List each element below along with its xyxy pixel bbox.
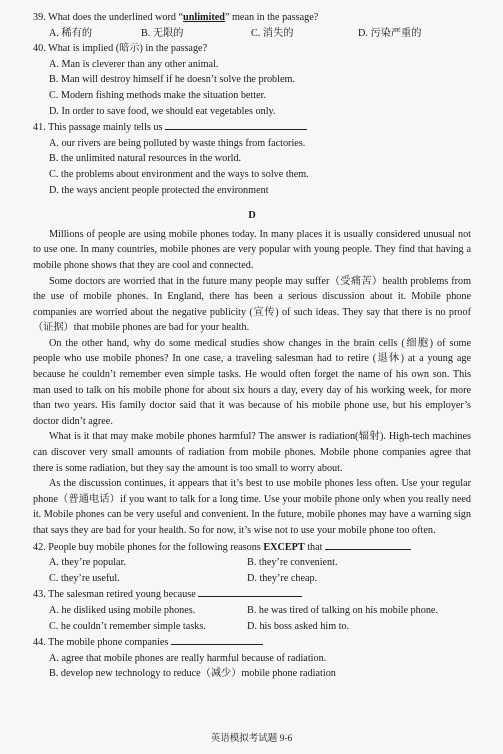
passage <box>33 227 471 539</box>
question-43 <box>33 586 471 634</box>
option-d: D. the ways ancient people protected the environment <box>49 184 269 196</box>
answer-blank <box>325 539 411 550</box>
question-42 <box>33 539 471 587</box>
answer-blank <box>171 634 263 645</box>
section-title: D <box>248 210 256 222</box>
option-d: D. In order to save food, we should eat vegetables only. <box>49 105 276 117</box>
question-44-stem: 44. The mobile phone companies <box>33 634 471 651</box>
exam-page <box>33 10 471 682</box>
option-c: C. the problems about environment and the ways to solve them. <box>49 168 309 180</box>
option-b: B. the unlimited natural resources in the world. <box>49 153 242 165</box>
question-42-options-row1 <box>33 555 471 571</box>
except-emphasis: EXCEPT <box>263 541 305 553</box>
question-39-options <box>33 26 471 42</box>
question-40 <box>33 41 471 119</box>
option-b: B. Man will destroy himself if he doesn’t solve the problem. <box>49 74 295 86</box>
answer-blank <box>165 119 307 130</box>
passage-paragraph: On the other hand, why do some medical studies show changes in the brain cells (细胞) of some people who use mobile phones? In one case, a traveling salesman had to retire (退休) at a young age because he couldn’t remember even simple tasks. He would often forget the name of his own son. This man used to talk on his mobile phone for about six hours a day, every day of his working week, for more than two years. His family doctor said that it was because of his mobile phone use, but his employer’s doctor didn’t agree. <box>33 337 471 427</box>
passage-paragraph: Millions of people are using mobile phones today. In many places it is usually considered unusual not to use one. In many countries, mobile phones are very popular with young people. They find that having a mobile phone shows that they are cool and connected. <box>33 228 471 271</box>
question-39 <box>33 10 471 41</box>
option-c: C. he couldn’t remember simple tasks. <box>49 620 206 632</box>
question-41-stem: 41. This passage mainly tells us <box>33 119 471 136</box>
question-44 <box>33 634 471 682</box>
option-a: A. 稀有的 <box>49 27 93 39</box>
underlined-word: unlimited <box>183 12 225 23</box>
question-42-options-row2 <box>33 571 471 587</box>
option-d: D. 污染严重的 <box>358 27 422 39</box>
option-c: C. they’re useful. <box>49 572 120 584</box>
option-b: B. develop new technology to reduce（减少）mobile phone radiation <box>49 668 336 680</box>
question-42-stem: 42. People buy mobile phones for the following reasons EXCEPT that <box>33 539 471 556</box>
option-b: B. 无限的 <box>141 27 184 39</box>
answer-blank <box>198 586 302 597</box>
option-a: A. he disliked using mobile phones. <box>49 604 196 616</box>
question-41 <box>33 119 471 198</box>
option-c: C. Modern fishing methods make the situation better. <box>49 89 267 101</box>
option-c: C. 消失的 <box>251 27 294 39</box>
option-b: B. they’re convenient. <box>247 557 338 569</box>
question-40-stem: 40. What is implied (暗示) in the passage? <box>33 43 208 55</box>
option-d: D. they’re cheap. <box>247 572 318 584</box>
question-43-options-row2 <box>33 619 471 635</box>
passage-paragraph: Some doctors are worried that in the future many people may suffer（受痛苦）health problems from the use of mobile phones. In England, there has been a serious discussion about it. Mobile phone companies are worried about the negative publicity (宣传) of such ideas. They say that there is no proof（证据）that mobile phones are bad for your health. <box>33 275 471 334</box>
question-39-stem: 39. What does the underlined word “unlimited” mean in the passage? <box>33 12 319 23</box>
passage-paragraph: As the discussion continues, it appears that it’s best to use mobile phones less often. Use your regular phone（普通电话）if you want to talk for a long time. Use your mobile phone only when you really need it. Mobile phones can be very useful and convenient. In the future, mobile phones may have a warning sign that says they are bad for your health. So for now, it’s wise not to use your mobile phone too often. <box>33 478 471 536</box>
question-43-options-row1 <box>33 603 471 619</box>
option-a: A. our rivers are being polluted by waste things from factories. <box>49 137 306 149</box>
page-footer: 英语模拟考试题 9-6 <box>210 734 293 744</box>
option-a: A. they’re popular. <box>49 557 126 569</box>
option-a: A. Man is cleverer than any other animal. <box>49 58 219 70</box>
question-43-stem: 43. The salesman retired young because <box>33 586 471 603</box>
option-d: D. his boss asked him to. <box>247 620 350 632</box>
option-a: A. agree that mobile phones are really harmful because of radiation. <box>49 652 327 664</box>
passage-paragraph: What is it that may make mobile phones harmful? The answer is radiation(辐射). High-tech machines can discover very small amounts of radiation from mobile phones. Mobile phone companies agree that there is some radiation, but they say the amount is too small to worry about. <box>33 431 471 474</box>
option-b: B. he was tired of talking on his mobile phone. <box>247 604 438 616</box>
